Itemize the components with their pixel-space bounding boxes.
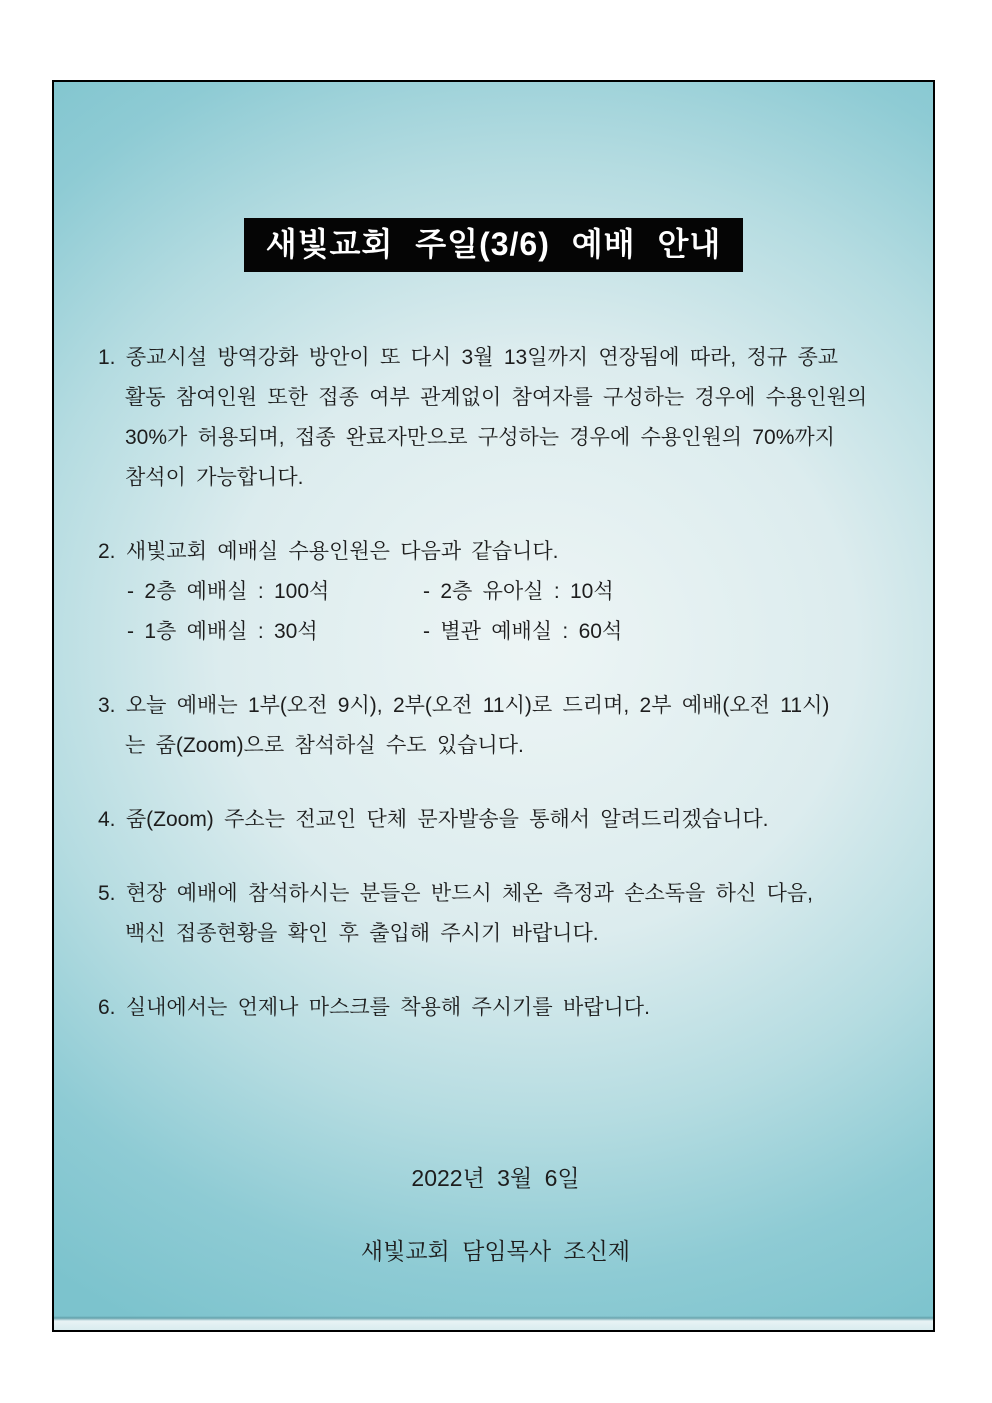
notice-item-5 (98, 874, 893, 954)
notice-line: 5. 현장 예배에 참석하시는 분들은 반드시 체온 측정과 손소독을 하신 다음, (98, 882, 813, 905)
room-capacity: - 2층 유아실 : 10석 (423, 580, 614, 603)
notice-item-6 (98, 988, 893, 1028)
room-capacity-row (98, 612, 893, 652)
notice-line: 6. 실내에서는 언제나 마스크를 착용해 주시기를 바랍니다. (98, 996, 650, 1019)
notice-line: 백신 접종현황을 확인 후 출입해 주시기 바랍니다. (125, 922, 599, 945)
notice-line: 참석이 가능합니다. (125, 466, 304, 489)
notice-line: 활동 참여인원 또한 접종 여부 관계없이 참여자를 구성하는 경우에 수용인원의 (125, 386, 868, 409)
notice-line: 1. 종교시설 방역강화 방안이 또 다시 3월 13일까지 연장됨에 따라, 정규 종교 (98, 346, 839, 369)
notice-line: 4. 줌(Zoom) 주소는 전교인 단체 문자발송을 통해서 알려드리겠습니다. (98, 808, 769, 831)
notice-signature: 새빛교회 담임목사 조신제 (360, 1238, 631, 1264)
notice-item-3 (98, 686, 893, 766)
notice-poster (52, 80, 935, 1332)
notice-item-2 (98, 532, 893, 652)
notice-body (54, 338, 933, 1271)
room-capacity: - 별관 예배실 : 60석 (423, 620, 623, 643)
room-capacity-row (98, 572, 893, 612)
notice-title: 새빛교회 주일(3/6) 예배 안내 (244, 218, 744, 272)
room-capacity: - 2층 예배실 : 100석 (127, 580, 330, 603)
notice-item-1 (98, 338, 893, 498)
notice-line: 2. 새빛교회 예배실 수용인원은 다음과 같습니다. (98, 540, 559, 563)
notice-line: 3. 오늘 예배는 1부(오전 9시), 2부(오전 11시)로 드리며, 2부 예배(오전 11시) (98, 694, 830, 717)
notice-line: 30%가 허용되며, 접종 완료자만으로 구성하는 경우에 수용인원의 70%까지 (125, 426, 835, 449)
room-capacity: - 1층 예배실 : 30석 (127, 620, 318, 643)
notice-item-4 (98, 800, 893, 840)
title-row (54, 218, 933, 272)
notice-date: 2022년 3월 6일 (411, 1165, 580, 1191)
notice-line: 는 줌(Zoom)으로 참석하실 수도 있습니다. (125, 734, 524, 757)
